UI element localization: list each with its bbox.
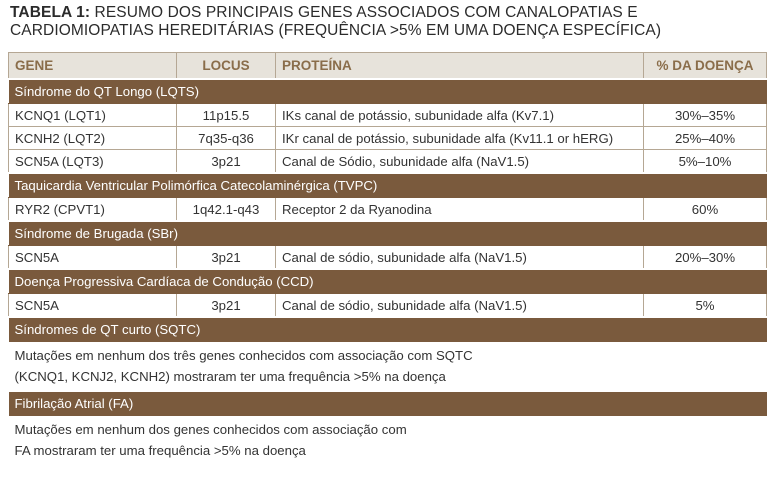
header-row [9,53,767,80]
cell-protein: Canal de sódio, subunidade alfa (NaV1.5) [276,246,644,270]
header-locus: LOCUS [177,53,276,80]
section-row [9,269,767,294]
section-title: Síndromes de QT curto (SQTC) [9,317,767,342]
cell-protein: Canal de sódio, subunidade alfa (NaV1.5) [276,294,644,318]
table-body [9,79,767,464]
section-title: Taquicardia Ventricular Polimórfica Catecolaminérgica (TVPC) [9,173,767,198]
genes-table [8,52,767,464]
note-row [9,416,767,465]
note-line: Mutações em nenhum dos três genes conhecidos com associação com SQTC [14,348,473,363]
header-pct: % DA DOENÇA [644,53,767,80]
cell-pct: 5% [644,294,767,318]
table-header [9,53,767,80]
section-row [9,173,767,198]
cell-pct: 60% [644,198,767,222]
note-row [9,342,767,392]
cell-locus: 11p15.5 [177,104,276,127]
header-gene: GENE [9,53,177,80]
note-line: Mutações em nenhum dos genes conhecidos com associação com [14,422,407,437]
cell-locus: 7q35-q36 [177,127,276,150]
cell-pct: 25%–40% [644,127,767,150]
note-line: (KCNQ1, KCNJ2, KCNH2) mostraram ter uma frequência >5% na doença [14,369,446,384]
cell-gene: KCNQ1 (LQT1) [9,104,177,127]
section-row [9,317,767,342]
cell-protein: IKr canal de potássio, subunidade alfa (Kv11.1 or hERG) [276,127,644,150]
cell-pct: 30%–35% [644,104,767,127]
section-title: Síndrome de Brugada (SBr) [9,221,767,246]
section-title: Fibrilação Atrial (FA) [9,391,767,416]
cell-protein: Canal de Sódio, subunidade alfa (NaV1.5) [276,150,644,174]
note-text [9,342,767,392]
section-row [9,79,767,104]
table-title-text: RESUMO DOS PRINCIPAIS GENES ASSOCIADOS COM CANALOPATIAS E CARDIOMIOPATIAS HEREDITÁRIAS (FREQUÊNCIA >5% EM UMA DOENÇA ESPECÍFICA) [10,4,662,39]
cell-protein: Receptor 2 da Ryanodina [276,198,644,222]
cell-gene: SCN5A [9,246,177,270]
cell-gene: KCNH2 (LQT2) [9,127,177,150]
cell-locus: 1q42.1-q43 [177,198,276,222]
note-line: FA mostraram ter uma frequência >5% na doença [14,443,306,458]
cell-locus: 3p21 [177,294,276,318]
table-row [9,104,767,127]
cell-gene: SCN5A (LQT3) [9,150,177,174]
cell-gene: SCN5A [9,294,177,318]
section-row [9,391,767,416]
cell-gene: RYR2 (CPVT1) [9,198,177,222]
note-text [9,416,767,465]
section-title: Doença Progressiva Cardíaca de Condução (CCD) [9,269,767,294]
table-title [10,4,765,40]
cell-pct: 5%–10% [644,150,767,174]
table-title-label: TABELA 1: [10,4,91,21]
cell-locus: 3p21 [177,246,276,270]
cell-pct: 20%–30% [644,246,767,270]
section-row [9,221,767,246]
header-protein: PROTEÍNA [276,53,644,80]
section-title: Síndrome do QT Longo (LQTS) [9,79,767,104]
table-row [9,150,767,174]
cell-locus: 3p21 [177,150,276,174]
table-row [9,294,767,318]
cell-protein: IKs canal de potássio, subunidade alfa (Kv7.1) [276,104,644,127]
table-row [9,198,767,222]
table-row [9,127,767,150]
table-row [9,246,767,270]
